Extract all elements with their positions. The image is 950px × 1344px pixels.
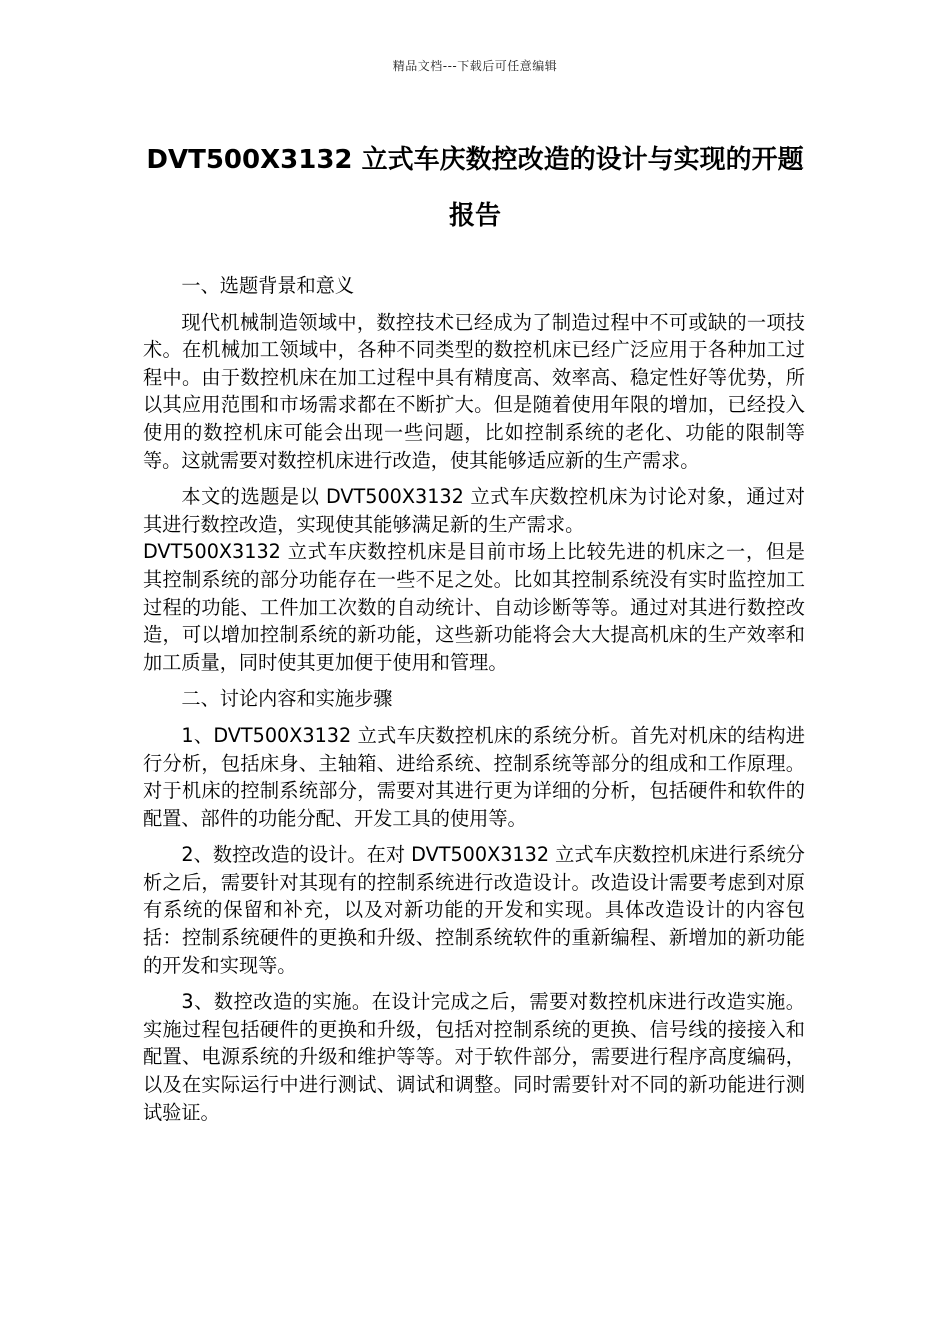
paragraph: 本文的选题是以 DVT500X3132 立式车庆数控机床为讨论对象，通过对其进行数控改造，实现使其能够满足新的生产需求。 [143, 485, 805, 536]
header-note: 精品文档---下载后可任意编辑 [392, 59, 558, 73]
paragraph: 3、数控改造的实施。在设计完成之后，需要对数控机床进行改造实施。实施过程包括硬件的更换和升级，包括对控制系统的更换、信号线的接接入和配置、电源系统的升级和维护等等。对于软件部分，需要进行程序高度编码，以及在实际运行中进行测试、调试和调整。同时需要针对不同的新功能进行测试验证。 [143, 990, 805, 1124]
document-title: DVT500X3132 立式车庆数控改造的设计与实现的开题报告 [146, 145, 804, 231]
section-heading: 一、选题背景和意义 [181, 274, 355, 297]
paragraph: 1、DVT500X3132 立式车庆数控机床的系统分析。首先对机床的结构进行分析，包括床身、主轴箱、进给系统、控制系统等部分的组成和工作原理。对于机床的控制系统部分，需要对其进行更为详细的分析，包括硬件和软件的配置、部件的功能分配、开发工具的使用等。 [143, 723, 805, 830]
paragraph: 2、数控改造的设计。在对 DVT500X3132 立式车庆数控机床进行系统分析之后，需要针对其现有的控制系统进行改造设计。改造设计需要考虑到对原有系统的保留和补充，以及对新功能的开发和实现。具体改造设计的内容包括：控制系统硬件的更换和升级、控制系统软件的重新编程、新增加的新功能的开发和实现等。 [143, 843, 805, 977]
paragraph: DVT500X3132 立式车庆数控机床是目前市场上比较先进的机床之一，但是其控制系统的部分功能存在一些不足之处。比如其控制系统没有实时监控加工过程的功能、工件加工次数的自动统计、自动诊断等等。通过对其进行数控改造，可以增加控制系统的新功能，这些新功能将会大大提高机床的生产效率和加工质量，同时使其更加便于使用和管理。 [143, 540, 805, 674]
document-body [143, 272, 805, 1135]
section-heading: 二、讨论内容和实施步骤 [181, 687, 393, 711]
paragraph: 现代机械制造领域中，数控技术已经成为了制造过程中不可或缺的一项技术。在机械加工领域中，各种不同类型的数控机床已经广泛应用于各种加工过程中。由于数控机床在加工过程中具有精度高、效率高、稳定性好等优势，所以其应用范围和市场需求都在不断扩大。但是随着使用年限的增加，已经投入使用的数控机床可能会出现一些问题，比如控制系统的老化、功能的限制等等。这就需要对数控机床进行改造，使其能够适应新的生产需求。 [143, 310, 805, 472]
